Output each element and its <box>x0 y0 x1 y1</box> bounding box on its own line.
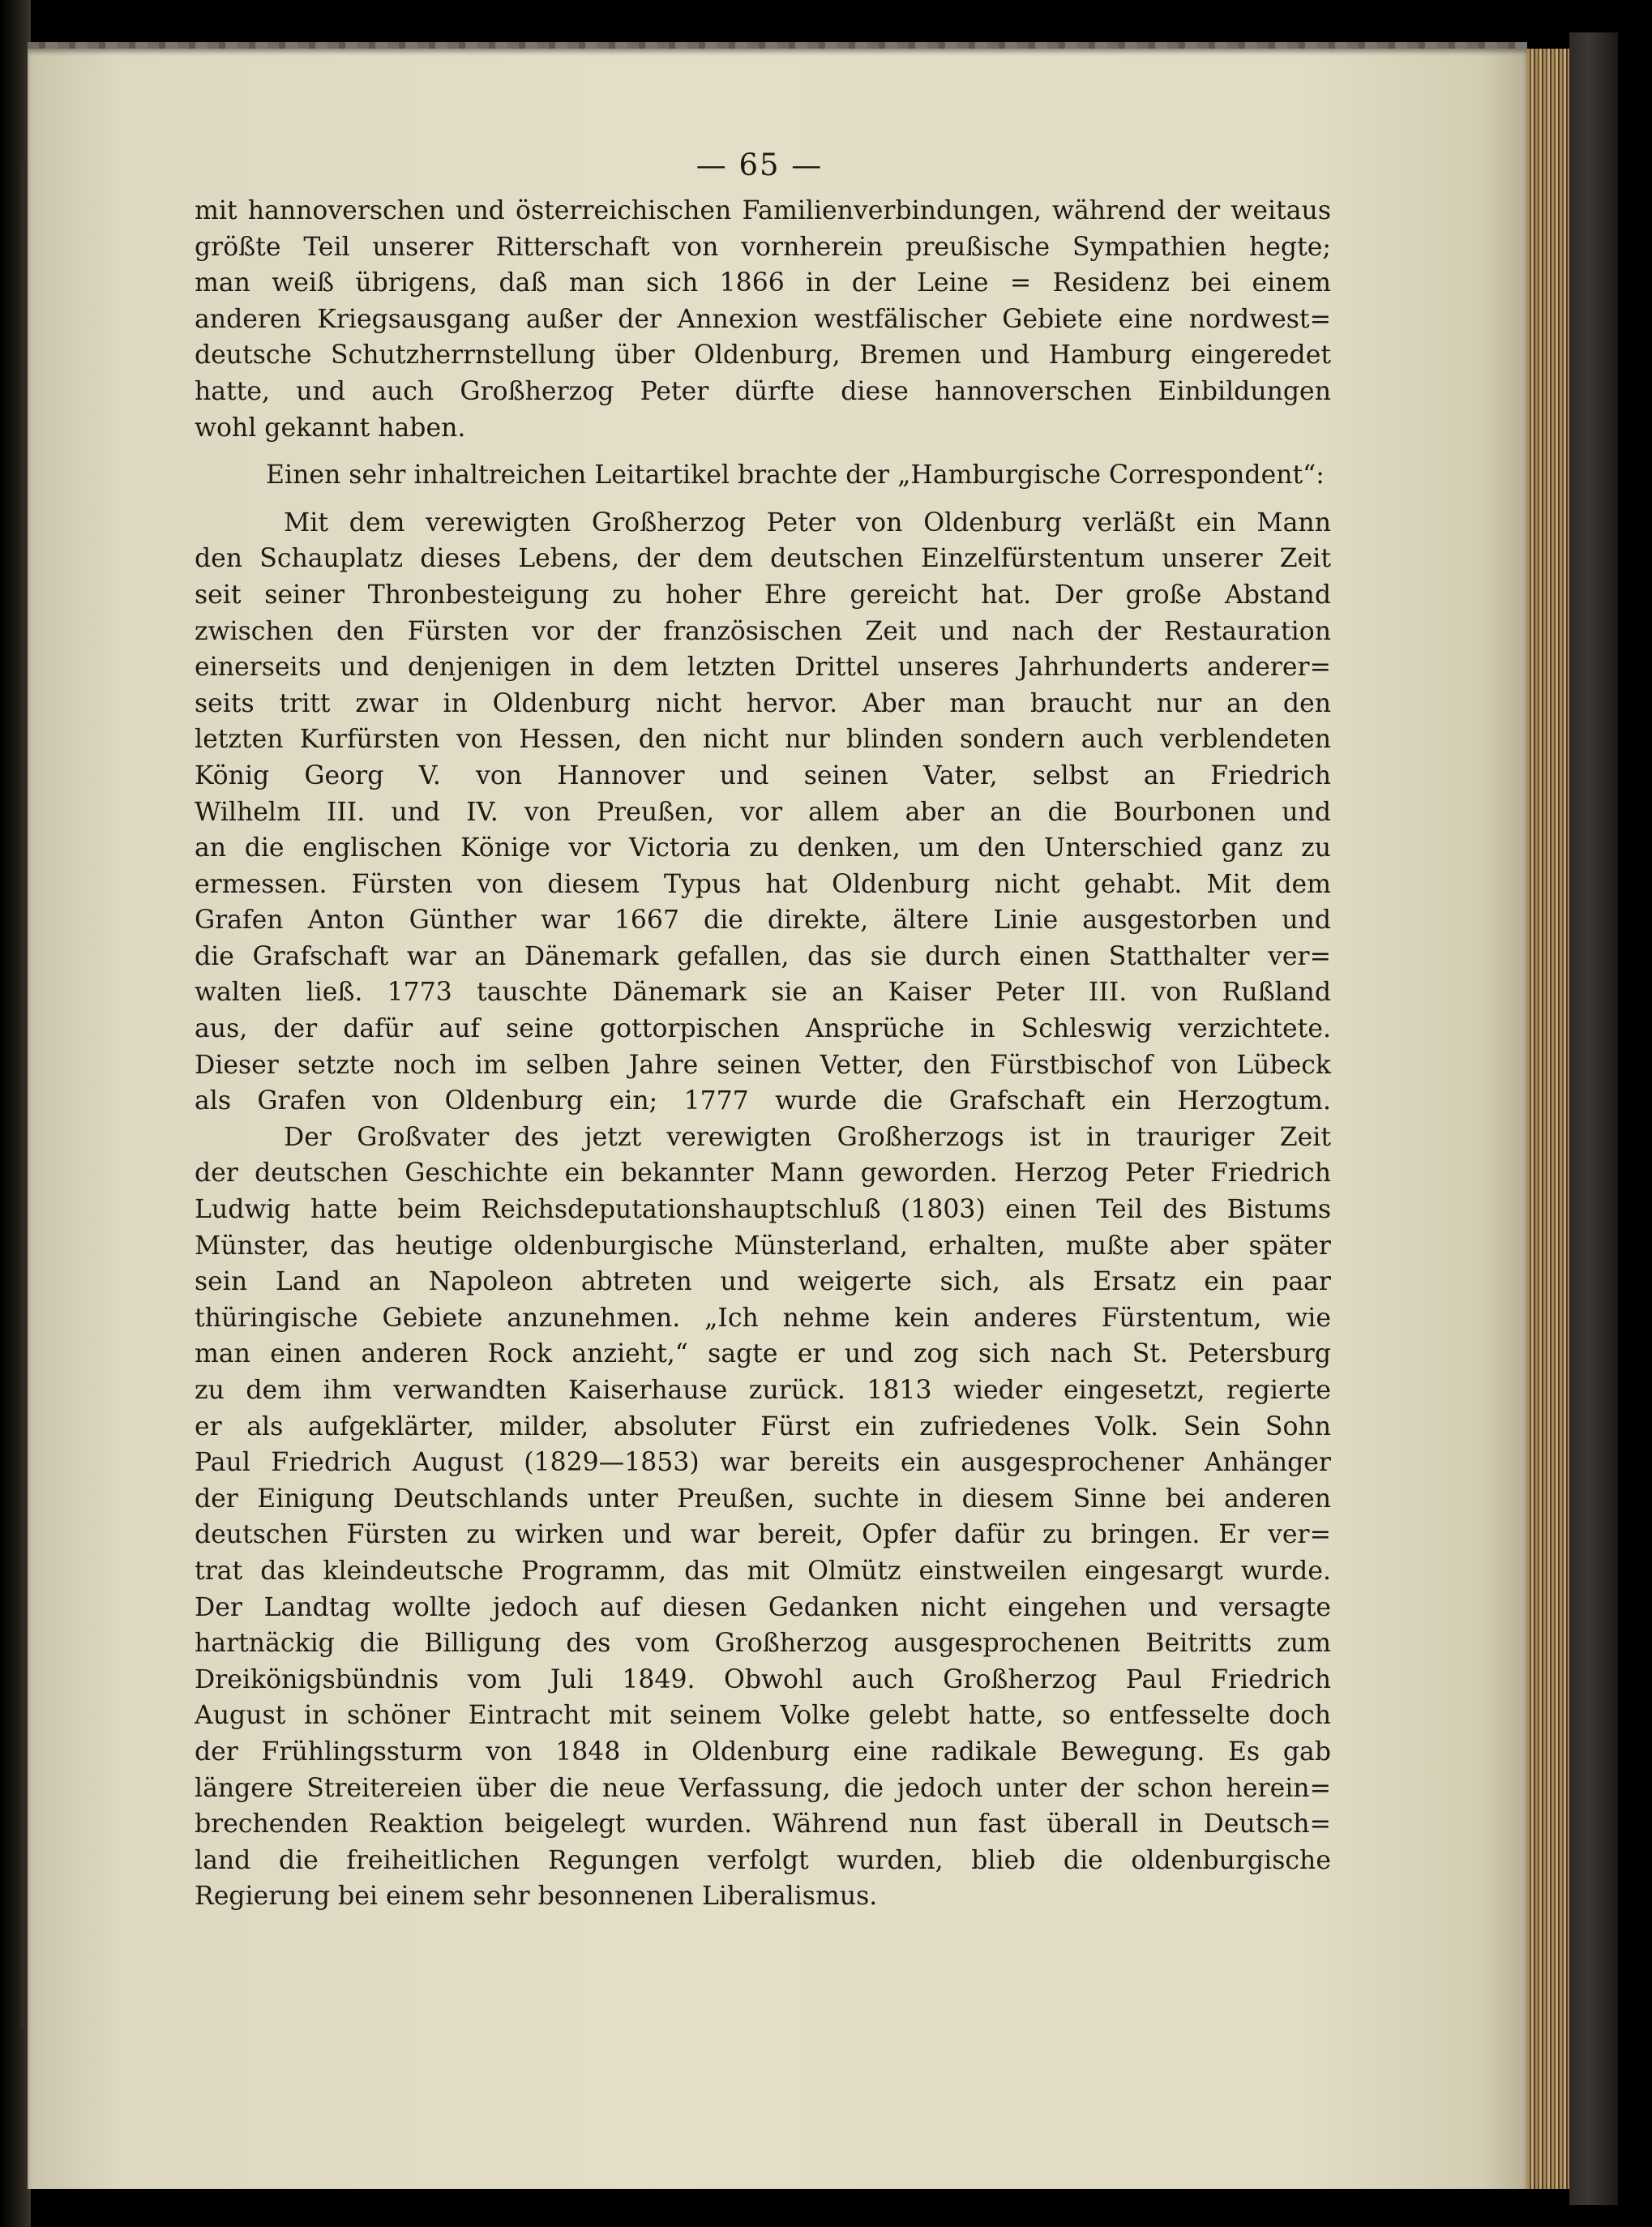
text-line: Regierung bei einem sehr besonnenen Liberalismus. <box>195 1882 878 1912</box>
page-fore-edge <box>1527 49 1569 2189</box>
text-line: seit seiner Thronbesteigung zu hoher Ehre gereicht hat. Der große Abstand <box>195 580 1331 610</box>
text-line: der deutschen Geschichte ein bekannter Mann geworden. Herzog Peter Friedrich <box>195 1158 1331 1188</box>
text-line: Ludwig hatte beim Reichsdeputationshauptschluß (1803) einen Teil des Bistums <box>195 1195 1331 1225</box>
text-line: aus, der dafür auf seine gottorpischen Ansprüche in Schleswig verzichtete. <box>195 1014 1331 1044</box>
text-line: walten ließ. 1773 tauschte Dänemark sie an Kaiser Peter III. von Rußland <box>195 978 1331 1008</box>
text-line: zu dem ihm verwandten Kaiserhause zurück. 1813 wieder eingesetzt, regierte <box>195 1376 1331 1405</box>
text-line: Münster, das heutige oldenburgische Münsterland, erhalten, mußte aber später <box>195 1231 1331 1261</box>
paragraph-2 <box>195 457 1331 494</box>
text-line: der Einigung Deutschlands unter Preußen, suchte in diesem Sinne bei anderen <box>195 1484 1331 1514</box>
text-line: ermessen. Fürsten von diesem Typus hat Oldenburg nicht gehabt. Mit dem <box>195 869 1331 899</box>
binding-gutter <box>0 0 31 2227</box>
text-line: er als aufgeklärter, milder, absoluter Fürst ein zufriedenes Volk. Sein Sohn <box>195 1411 1331 1441</box>
text-line: deutschen Fürsten zu wirken und war bereit, Opfer dafür zu bringen. Er ver= <box>195 1520 1331 1550</box>
text-line: den Schauplatz dieses Lebens, der dem deutschen Einzelfürstentum unserer Zeit <box>195 544 1331 574</box>
text-line: August in schöner Eintracht mit seinem Volke gelebt hatte, so entfesselte doch <box>195 1701 1331 1731</box>
page-number: — 65 — <box>695 148 824 182</box>
text-line: Grafen Anton Günther war 1667 die direkte, ältere Linie ausgestorben und <box>195 906 1331 936</box>
text-line: König Georg V. von Hannover und seinen Vater, selbst an Friedrich <box>195 760 1331 790</box>
text-line: Paul Friedrich August (1829—1853) war bereits ein ausgesprochener Anhänger <box>195 1448 1331 1478</box>
text-line: seits tritt zwar in Oldenburg nicht hervor. Aber man braucht nur an den <box>195 688 1331 718</box>
text-line: hatte, und auch Großherzog Peter dürfte diese hannoverschen Einbildungen <box>195 376 1331 406</box>
book-cover-edge <box>1569 32 1618 2205</box>
text-line: thüringische Gebiete anzunehmen. „Ich nehme kein anderes Fürstentum, wie <box>195 1303 1331 1333</box>
text-line: Dieser setzte noch im selben Jahre seinen Vetter, den Fürstbischof von Lübeck <box>195 1050 1331 1080</box>
text-line: zwischen den Fürsten vor der französischen Zeit und nach der Restauration <box>195 616 1331 646</box>
text-line: hartnäckig die Billigung des vom Großherzog ausgesprochenen Beitritts zum <box>195 1629 1331 1659</box>
text-line: die Grafschaft war an Dänemark gefallen, das sie durch einen Statthalter ver= <box>195 941 1331 971</box>
text-line: der Frühlingssturm von 1848 in Oldenburg eine radikale Bewegung. Es gab <box>195 1737 1331 1767</box>
binding-stitch <box>21 162 25 2027</box>
text-line: Mit dem verewigten Großherzog Peter von Oldenburg verläßt ein Mann <box>284 507 1331 537</box>
text-line: einerseits und denjenigen in dem letzten Drittel unseres Jahrhunderts anderer= <box>195 653 1331 683</box>
text-line: letzten Kurfürsten von Hessen, den nicht nur blinden sondern auch verblendeten <box>195 725 1331 755</box>
text-line: sein Land an Napoleon abtreten und weigerte sich, als Ersatz ein paar <box>195 1267 1331 1297</box>
text-line: trat das kleindeutsche Programm, das mit Olmütz einstweilen eingesargt wurde. <box>195 1556 1331 1586</box>
text-line: Der Großvater des jetzt verewigten Großherzogs ist in trauriger Zeit <box>284 1122 1331 1152</box>
text-line: land die freiheitlichen Regungen verfolgt wurden, blieb die oldenburgische <box>195 1845 1331 1875</box>
text-line: wohl gekannt haben. <box>195 413 466 443</box>
paragraph-1 <box>195 193 1331 446</box>
text-line: Wilhelm III. und IV. von Preußen, vor allem aber an die Bourbonen und <box>195 797 1331 827</box>
text-line: größte Teil unserer Ritterschaft von vornherein preußische Sympathien hegte; <box>195 232 1331 262</box>
text-line: mit hannoverschen und österreichischen Familienverbindungen, während der weitaus <box>195 196 1331 225</box>
text-line: an die englischen Könige vor Victoria zu denken, um den Unterschied ganz zu <box>195 833 1331 863</box>
text-line: Einen sehr inhaltreichen Leitartikel brachte der „Hamburgische Correspondent“: <box>266 460 1325 490</box>
text-line: man weiß übrigens, daß man sich 1866 in der Leine = Residenz bei einem <box>195 268 1331 298</box>
text-line: Dreikönigsbündnis vom Juli 1849. Obwohl auch Großherzog Paul Friedrich <box>195 1664 1331 1694</box>
text-line: anderen Kriegsausgang außer der Annexion westfälischer Gebiete eine nordwest= <box>195 304 1331 334</box>
text-line: brechenden Reaktion beigelegt wurden. Während nun fast überall in Deutsch= <box>195 1809 1331 1839</box>
page-body <box>195 193 1331 1915</box>
quoted-article <box>195 505 1331 1120</box>
text-line: man einen anderen Rock anzieht,“ sagte er und zog sich nach St. Petersburg <box>195 1339 1331 1369</box>
text-line: als Grafen von Oldenburg ein; 1777 wurde die Grafschaft ein Herzogtum. <box>195 1086 1331 1116</box>
paragraph-4 <box>195 1120 1331 1915</box>
text-line: deutsche Schutzherrnstellung über Oldenburg, Bremen und Hamburg eingeredet <box>195 340 1331 370</box>
text-line: Der Landtag wollte jedoch auf diesen Gedanken nicht eingehen und versagte <box>195 1592 1331 1622</box>
text-line: längere Streitereien über die neue Verfassung, die jedoch unter der schon herein= <box>195 1773 1331 1803</box>
